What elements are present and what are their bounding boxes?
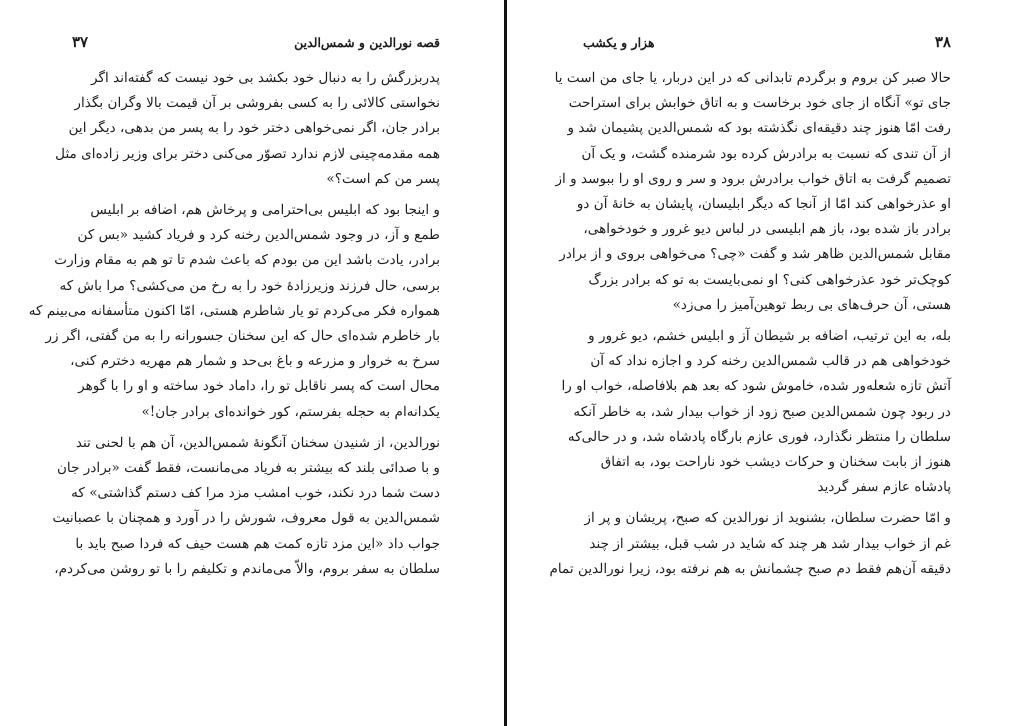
text-line: او عذرخواهی کند امّا از آنجا که دیگر ابلیسان، پایشان به خانهٔ آن دو xyxy=(576,196,951,213)
text-line: پسر من کم است؟» xyxy=(326,170,440,187)
text-line: کوچک‌تر خود عذرخواهی کنی؟ او نمی‌بایست به تو که برادر بزرگ xyxy=(588,271,951,288)
text-line: برادر، یادت باشد این من بودم که باعث شدم تا تو هم به مقام وزارت xyxy=(54,252,440,269)
text-line: هستی، آن حرف‌های بی ربط توهین‌آمیز را می‌زد» xyxy=(672,296,951,313)
text-line: پادشاه عازم سفر گردید xyxy=(817,479,951,496)
text-line: حالا صبر کن بروم و برگردم تابدانی که در این دربار، یا جای من است یا xyxy=(554,70,951,86)
page-header xyxy=(583,30,951,54)
text-line: سلطان به سفر بروم، والاّ می‌ماندم و تکلیفم را با تو روشن می‌کردم، xyxy=(54,560,440,577)
text-line: از آن تندی که نسبت به برادرش کرده بود شرمنده گشت، و یک آن xyxy=(581,145,951,162)
text-line: غم از خواب بیدار شد هر چند که شاید در شب قبل، بیشتر از چند xyxy=(589,535,951,552)
page-number: ۳۷ xyxy=(72,33,89,51)
text-line: همواره فکر می‌کردم تو یار شاطرم هستی، امّا اکنون متأسفانه می‌بینم که xyxy=(28,302,440,319)
text-line: شمس‌الدین به قول معروف، شورش را در آورد و همچنان با عصبانیت xyxy=(52,510,440,527)
text-line: هنوز از بابت سخنان و حرکات دیشب خود ناراحت بود، به اتفاق xyxy=(600,454,951,471)
text-line: در ربود چون شمس‌الدین صبح زود از خواب بیدار شد، به خاطر آنکه xyxy=(573,403,951,420)
text-line: بله، به این ترتیب، اضافه بر شیطان آز و ابلیس خشم، دیو غرور و xyxy=(588,328,951,345)
text-line: تصمیم گرفت به اتاق خواب برادرش برود و سر و روی او را ببوسد و از xyxy=(555,170,951,187)
running-title: هزار و یکشب xyxy=(583,34,655,50)
body-text xyxy=(28,66,440,582)
text-line: پدربزرگش را به دنبال خود بکشد بی خود نیست که گفته‌اند اگر xyxy=(91,70,440,86)
text-line: جای تو» آنگاه از جای خود برخاست و به اتاق خوابش برای استراحت xyxy=(568,95,951,112)
text-line: بار خاطرم شده‌ای حال که این سخنان جسورانه را به من گفتی، اگر زر xyxy=(45,328,440,345)
text-line: جواب داد «این مزد تازه کمت هم هست حیف که فردا صبح باید با xyxy=(75,535,440,552)
text-line: سلطان را منتظر نگذارد، فوری عازم بارگاه پادشاه شد، و در حالی‌که xyxy=(567,428,951,445)
page-header xyxy=(72,30,440,54)
text-line: دقیقه آن‌هم فقط دم صبح چشمانش به هم نرفته بود، زیرا نورالدین تمام xyxy=(549,560,951,577)
text-line: نخواستی کالائی را به کسی بفروشی بر آن قیمت بالا وگران بگذار xyxy=(74,95,440,112)
right-page xyxy=(507,0,1013,726)
text-line: آتش تازه شعله‌ور شده، خاموش شود که بعد هم بلافاصله، خواب او را xyxy=(561,378,951,395)
left-page xyxy=(0,0,506,726)
text-line: برادر باز شده بود، باز هم ابلیسی در لباس دیو غرور و خودخواهی، xyxy=(583,221,951,238)
text-line: یکدانه‌ام به حجله بفرستم، کور خوانده‌ای برادر جان!» xyxy=(141,403,440,420)
text-line: و امّا حضرت سلطان، بشنوید از نورالدین که صبح، پریشان و پر از xyxy=(584,510,951,527)
text-line: طمع و آز، در وجود شمس‌الدین رخنه کرد و فریاد کشید «بس کن xyxy=(77,227,440,244)
running-title: قصه نورالدین و شمس‌الدین xyxy=(294,34,440,50)
text-line: سرخ به خروار و مزرعه و باغ بی‌حد و شمار هم مهریه دخترم کنی، xyxy=(70,353,440,370)
page-number: ۳۸ xyxy=(934,33,951,51)
text-line: نورالدین، از شنیدن سخنان آنگونهٔ شمس‌الدین، آن هم با لحنی تند xyxy=(75,434,440,451)
body-text xyxy=(549,66,951,582)
text-line: دست شما درد نکند، خوب امشب مزد مرا کف دستم گذاشتی» که xyxy=(71,485,440,502)
text-line: مقابل شمس‌الدین ظاهر شد و گفت «چی؟ می‌خواهی بروی و از برادر xyxy=(559,246,951,263)
text-line: محال است که پسر ناقابل تو را، داماد خود ساخته و او را با گوهر xyxy=(78,378,440,395)
text-line: و اینجا بود که ابلیس بی‌احترامی و پرخاش هم، اضافه بر ابلیس xyxy=(90,202,440,219)
text-line: و با صدائی بلند که بیشتر به فریاد می‌مانست، فقط گفت «برادر جان xyxy=(56,460,440,477)
text-line: برسی، حال فرزند وزیرزادهٔ خود را به رخ من می‌کشی؟ مرا باش که xyxy=(59,277,440,294)
text-line: برادر جان، اگر نمی‌خواهی دختر خود را به پسر من بدهی، دیگر این xyxy=(68,120,440,137)
text-line: رفت امّا هنوز چند دقیقه‌ای نگذشته بود که شمس‌الدین پشیمان شد و xyxy=(567,120,951,137)
text-line: همه مقدمه‌چینی لازم ندارد تصوّر می‌کنی دختر برای وزیر زاده‌ای مثل xyxy=(55,145,440,162)
text-line: خودخواهی هم در قالب شمس‌الدین رخنه کرد و اجازه نداد که آن xyxy=(590,353,951,370)
